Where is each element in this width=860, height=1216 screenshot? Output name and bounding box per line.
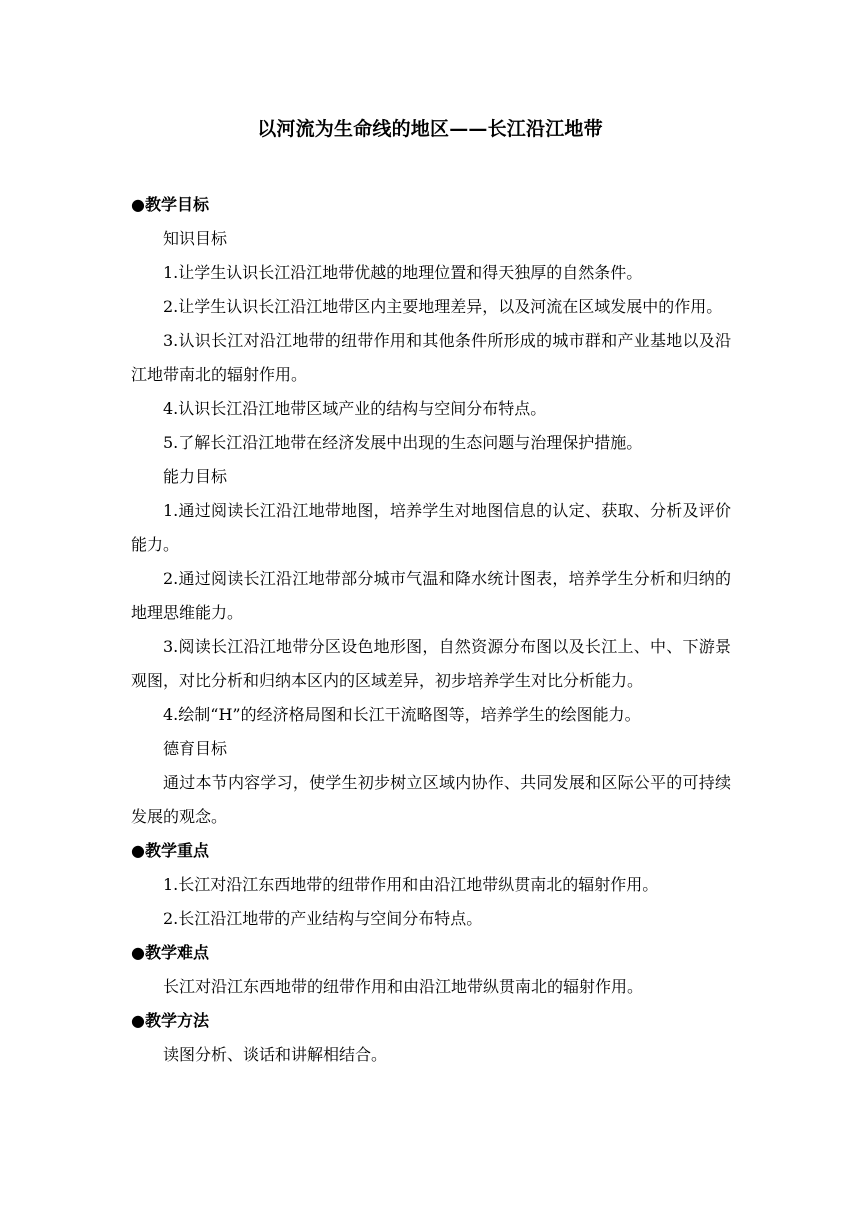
knowledge-item-1: 1.让学生认识长江沿江地带优越的地理位置和得天独厚的自然条件。 xyxy=(163,263,643,282)
document-body xyxy=(131,188,731,1072)
moral-item-1: 通过本节内容学习，使学生初步树立区域内协作、共同发展和区际公平的可持续发展的观念。 xyxy=(131,773,731,826)
ability-item-2: 2.通过阅读长江沿江地带部分城市气温和降水统计图表，培养学生分析和归纳的地理思维能力。 xyxy=(131,569,731,622)
subheading-moral: 德育目标 xyxy=(163,739,228,758)
ability-item-3: 3.阅读长江沿江地带分区设色地形图，自然资源分布图以及长江上、中、下游景观图，对比分析和归纳本区内的区域差异，初步培养学生对比分析能力。 xyxy=(131,637,731,690)
knowledge-item-2: 2.让学生认识长江沿江地带区内主要地理差异，以及河流在区域发展中的作用。 xyxy=(163,297,723,316)
knowledge-item-3: 3.认识长江对沿江地带的纽带作用和其他条件所形成的城市群和产业基地以及沿江地带南北的辐射作用。 xyxy=(131,331,731,384)
section-heading-difficulties: ●教学难点 xyxy=(131,943,209,962)
section-heading-objectives: ●教学目标 xyxy=(131,195,209,214)
section-heading-key-points: ●教学重点 xyxy=(131,841,209,860)
difficulty-item-1: 长江对沿江东西地带的纽带作用和由沿江地带纵贯南北的辐射作用。 xyxy=(163,977,644,996)
section-heading-methods: ●教学方法 xyxy=(131,1011,209,1030)
key-point-item-1: 1.长江对沿江东西地带的纽带作用和由沿江地带纵贯南北的辐射作用。 xyxy=(163,875,659,894)
knowledge-item-4: 4.认识长江沿江地带区域产业的结构与空间分布特点。 xyxy=(163,399,547,418)
ability-item-4: 4.绘制“H”的经济格局图和长江干流略图等，培养学生的绘图能力。 xyxy=(163,705,641,724)
method-item-1: 读图分析、谈话和讲解相结合。 xyxy=(163,1045,388,1064)
ability-item-1: 1.通过阅读长江沿江地带地图，培养学生对地图信息的认定、获取、分析及评价能力。 xyxy=(131,501,731,554)
knowledge-item-5: 5.了解长江沿江地带在经济发展中出现的生态问题与治理保护措施。 xyxy=(163,433,643,452)
document-title: 以河流为生命线的地区——长江沿江地带 xyxy=(257,118,603,140)
key-point-item-2: 2.长江沿江地带的产业结构与空间分布特点。 xyxy=(163,909,483,928)
subheading-ability: 能力目标 xyxy=(163,467,228,486)
subheading-knowledge: 知识目标 xyxy=(163,229,228,248)
